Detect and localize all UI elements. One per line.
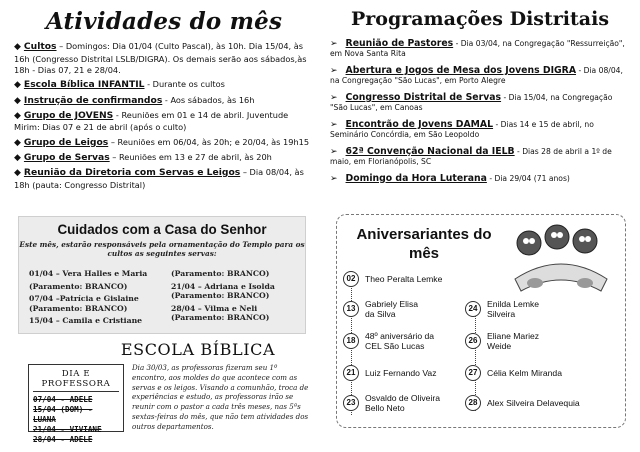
diamond-bullet-icon: ◆ <box>14 137 21 148</box>
birthday-name: Enilda Lemke Silveira <box>487 299 540 320</box>
item-label: Instrução de confirmandos <box>23 94 163 106</box>
birthdays-box <box>336 214 626 428</box>
item-label: Grupo de JOVENS <box>23 109 114 121</box>
item-text: – Reuniões em 06/04, às 20h; e 20/04, às 19h15 <box>108 136 310 147</box>
care-subtitle: Este mês, estarão responsáveis pela ornamentação do Templo para os cultos as seguintes servas: <box>19 240 305 259</box>
teacher-schedule-title: DIA E PROFESSORA <box>33 369 119 392</box>
diamond-bullet-icon: ◆ <box>14 152 21 163</box>
care-line: (Paramento: BRANCO) <box>171 269 270 278</box>
arrow-bullet-icon: ➢ <box>330 39 338 49</box>
program-item <box>330 39 630 59</box>
item-text: – Domingos: Dia 01/04 (Culto Pascal), às 10h. Dia 15/04, às 16h (Congresso Distrital LSLB/DIGRA). Os demais serão aos sábados,às 18h - Dias 07, 21 e 28/04. <box>14 41 307 76</box>
item-label: Cultos <box>23 41 57 52</box>
activity-item <box>14 167 314 191</box>
activities-title: Atividades do mês <box>45 8 283 35</box>
item-text: - Reuniões em 01 e 14 de abril. Juventude Mirim: Dias 07 e 21 de abril (após o culto) <box>14 109 289 133</box>
birthday-day: 02 <box>343 271 359 287</box>
item-text: - Durante os cultos <box>144 79 225 90</box>
programs-list <box>330 39 630 184</box>
program-item <box>330 147 630 167</box>
item-text: - Dias 14 e 15 de abril, no Seminário Concórdia, em São Leopoldo <box>330 119 594 139</box>
birthday-name: Eliane Mariez Weide <box>487 331 540 352</box>
birthday-day: 21 <box>343 365 359 381</box>
care-line: (Paramento: BRANCO) <box>29 303 128 313</box>
item-text: - Dia 29/04 (71 anos) <box>486 173 570 183</box>
item-label: 62ª Convenção Nacional da IELB <box>345 145 515 157</box>
care-line: 01/04 – Vera Halles e Maria <box>29 269 148 278</box>
item-label: Encontrão de Jovens DAMAL <box>345 118 494 130</box>
arrow-bullet-icon: ➢ <box>330 92 338 103</box>
diamond-bullet-icon: ◆ <box>14 80 21 91</box>
birthday-day: 27 <box>465 365 481 381</box>
diamond-bullet-icon: ◆ <box>14 95 21 106</box>
item-label: Escola Bíblica INFANTIL <box>23 79 145 91</box>
teacher-row: 28/04 - ADELE <box>33 435 93 444</box>
item-label: Reunião da Diretoria com Servas e Leigos <box>23 166 241 178</box>
item-label: Abertura e Jogos de Mesa dos Jovens DIGRA <box>345 64 577 76</box>
diamond-bullet-icon: ◆ <box>14 167 21 178</box>
care-title: Cuidados com a Casa do Senhor <box>57 222 267 237</box>
item-label: Congresso Distrital de Servas <box>345 91 502 103</box>
item-text: - Dia 15/04, na Congregação "São Lucas", em Canoas <box>330 92 613 113</box>
activities-section <box>14 8 314 194</box>
activity-item <box>14 95 314 108</box>
care-line: 07/04 –Patrícia e Gislaine <box>29 294 139 304</box>
care-right-column <box>171 269 301 323</box>
program-item <box>330 120 630 140</box>
item-text: – Reuniões em 13 e 27 de abril, às 20h <box>109 151 272 162</box>
item-label: Grupo de Servas <box>23 151 110 163</box>
item-label: Reunião de Pastores <box>345 38 454 49</box>
birthday-day: 23 <box>343 395 359 411</box>
care-line: 21/04 – Adriana e Isolda <box>171 281 275 291</box>
birthday-name: Célia Kelm Miranda <box>487 368 562 378</box>
activities-list <box>14 41 314 191</box>
care-line: 15/04 – Camila e Cristiane <box>29 316 143 326</box>
item-text: - Dia 08/04, na Congregação "São Lucas", em Porto Alegre <box>330 65 623 86</box>
birthday-name: Osvaldo de Oliveira Bello Neto <box>365 393 440 414</box>
care-line: (Paramento: BRANCO) <box>171 291 270 301</box>
care-left-column <box>29 269 171 326</box>
care-line: 28/04 – Vilma e Neli <box>171 303 258 313</box>
arrow-bullet-icon: ➢ <box>330 119 338 130</box>
birthday-name: Theo Peralta Lemke <box>365 274 443 284</box>
item-label: Domingo da Hora Luterana <box>345 172 487 184</box>
care-line: (Paramento: BRANCO) <box>171 313 270 323</box>
escola-title: ESCOLA BÍBLICA <box>120 340 276 359</box>
item-text: - Dias 28 de abril a 1º de maio, em Florianópolis, SC <box>330 146 612 166</box>
arrow-bullet-icon: ➢ <box>330 65 338 76</box>
teacher-row: 15/04 (DOM) - LUANA <box>33 405 93 424</box>
teacher-row: 07/04 - ADELE <box>33 395 93 404</box>
program-item <box>330 93 630 113</box>
diamond-bullet-icon: ◆ <box>14 110 21 121</box>
item-text: – Dia 08/04, às 18h (pauta: Congresso Distrital) <box>14 166 304 190</box>
arrow-bullet-icon: ➢ <box>330 173 338 184</box>
item-label: Grupo de Leigos <box>23 136 109 148</box>
activity-item <box>14 79 314 92</box>
activity-item <box>14 110 314 134</box>
program-item <box>330 66 630 86</box>
activity-item <box>14 41 314 77</box>
birthday-day: 26 <box>465 333 481 349</box>
item-text: - Dia 03/04, na Congregação "Ressurreição", em Nova Santa Rita <box>330 39 625 59</box>
item-text: - Aos sábados, às 16h <box>162 94 255 105</box>
arrow-bullet-icon: ➢ <box>330 146 338 157</box>
clock-cartoon-icon <box>505 221 617 295</box>
escola-text: Dia 30/03, as professoras fizeram seu 1º encontro, aos moldes do que acontece com as servas e os leigos. Visando a comunhão, troca de experiências e estudo, as professoras irão se reunir com o pastor a cada três meses, nas 5ªs sextas-feiras do mês, que não tem atividades dos outros departamentos. <box>132 363 309 431</box>
birthday-name: Alex Silveira Delavequia <box>487 398 580 408</box>
birthdays-title: Aniversariantes do mês <box>356 226 492 262</box>
programs-section <box>330 8 630 190</box>
birthday-day: 13 <box>343 301 359 317</box>
activity-item <box>14 152 314 165</box>
birthday-name: 48º aniversário da CEL São Lucas <box>365 331 435 352</box>
diamond-bullet-icon: ◆ <box>14 42 21 52</box>
birthday-day: 24 <box>465 301 481 317</box>
activity-item <box>14 137 314 150</box>
teacher-row: 21/04 - VIVIANE <box>33 425 102 434</box>
birthday-name: Luiz Fernando Vaz <box>365 368 437 378</box>
care-line: (Paramento: BRANCO) <box>29 281 128 291</box>
teacher-schedule-box <box>28 364 124 444</box>
program-item <box>330 174 630 184</box>
birthday-day: 28 <box>465 395 481 411</box>
care-box <box>18 216 306 334</box>
programs-title: Programações Distritais <box>350 8 610 30</box>
birthday-name: Gabriely Elisa da Silva <box>365 299 419 320</box>
birthday-day: 18 <box>343 333 359 349</box>
